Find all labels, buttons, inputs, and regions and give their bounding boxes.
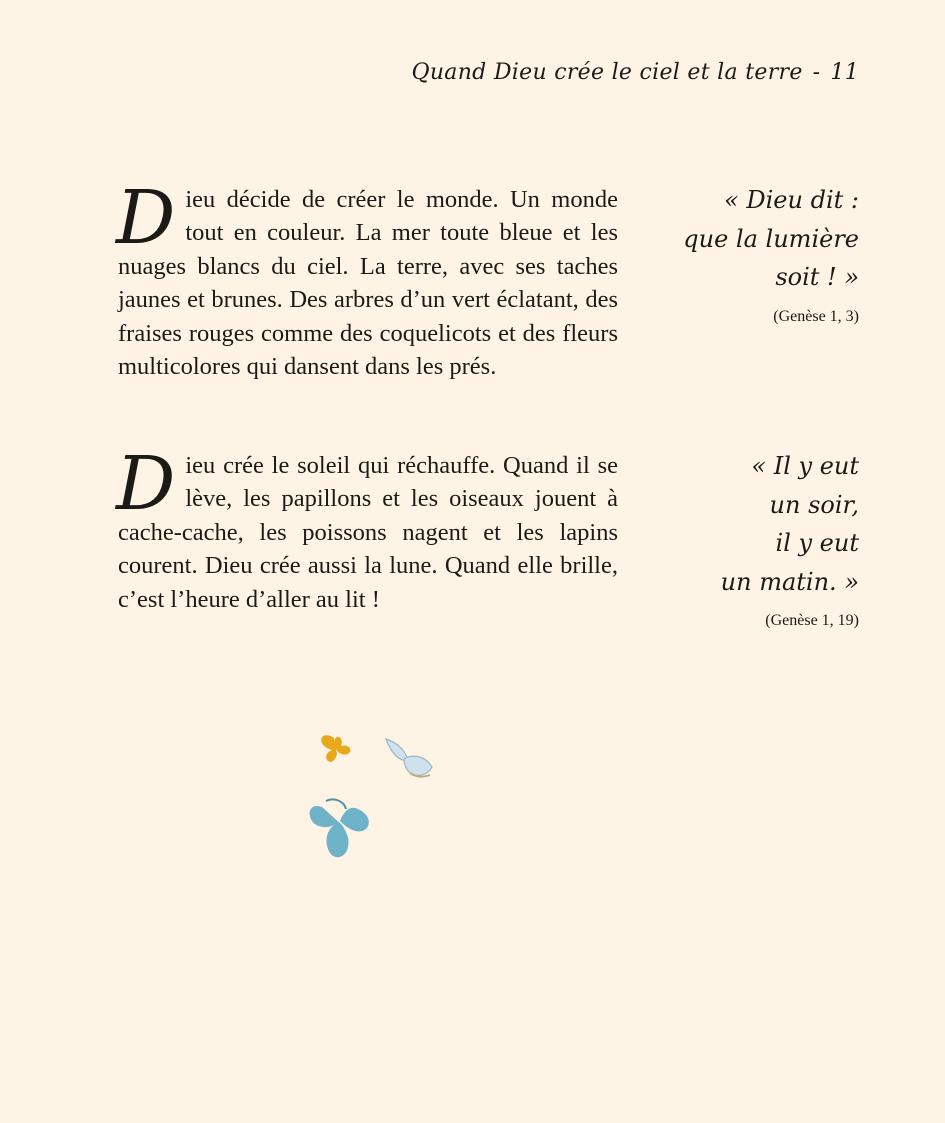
butterflies-illustration — [300, 725, 450, 875]
chapter-title: Quand Dieu crée le ciel et la terre — [411, 60, 803, 85]
quote-line: un matin. » — [720, 567, 859, 596]
running-header — [411, 60, 859, 85]
header-separator: - — [812, 60, 821, 85]
quote-line: que la lumière — [683, 224, 859, 253]
quote-line: « Dieu dit : — [724, 186, 859, 214]
yellow-butterfly-icon — [321, 735, 350, 762]
quote-citation: (Genèse 1, 19) — [765, 612, 859, 629]
quote-line: il y eut — [775, 529, 859, 557]
blue-butterfly-icon — [310, 799, 369, 857]
margin-quote-1 — [683, 181, 859, 327]
drop-cap: D — [116, 175, 176, 261]
quote-line: un soir, — [769, 490, 859, 519]
body-paragraph-1 — [116, 175, 618, 383]
paragraph-text: ieu crée le soleil qui réchauffe. Quand il se lève, les papillons et les oiseaux jouent à cache-cache, les poissons nagent et les lapins courent. Dieu crée aussi la lune. Quand elle brille, c’est l’heure d’aller au lit ! — [118, 452, 618, 613]
drop-cap: D — [116, 441, 176, 527]
body-paragraph-2 — [116, 441, 618, 616]
paragraph-text: ieu décide de créer le monde. Un monde tout en couleur. La mer toute bleue et les nuages blancs du ciel. La terre, avec ses taches jaunes et brunes. Des arbres d’un vert éclatant, des fraises rouges comme des coquelicots et des fleurs multicolores qui dansent dans les prés. — [118, 186, 618, 381]
quote-line: soit ! » — [775, 263, 859, 291]
quote-line: « Il y eut — [751, 452, 859, 480]
quote-citation: (Genèse 1, 3) — [773, 307, 859, 325]
pale-blue-butterfly-icon — [386, 739, 432, 777]
page-number: 11 — [830, 60, 859, 85]
margin-quote-2 — [721, 447, 859, 631]
